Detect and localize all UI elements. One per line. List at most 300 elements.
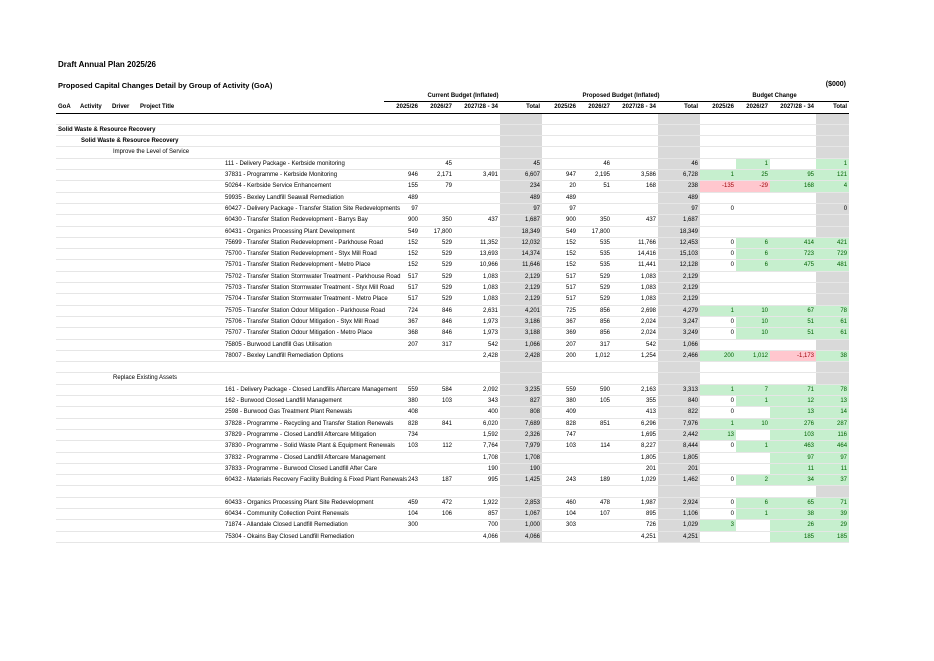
col-proposed-2027-34: 2027/28 - 34 [612, 102, 658, 113]
proposed-budget-cell: 317 [578, 339, 612, 350]
activity-cell [78, 520, 110, 531]
activity-cell [78, 407, 110, 418]
table-row [56, 407, 849, 418]
current-budget-cell: 243 [384, 475, 420, 486]
empty-cell [500, 373, 542, 384]
proposed-budget-cell: 747 [542, 429, 578, 440]
budget-change-cell [736, 192, 770, 203]
col-change-2025: 2025/26 [700, 102, 736, 113]
current-budget-cell [420, 192, 454, 203]
proposed-budget-cell: 1,066 [658, 339, 700, 350]
spacer-row [56, 113, 849, 124]
project-title-cell: 60433 - Organics Processing Plant Site Redevelopment [138, 497, 384, 508]
proposed-budget-cell [578, 463, 612, 474]
proposed-budget-cell: 51 [578, 181, 612, 192]
proposed-budget-cell: 114 [578, 441, 612, 452]
budget-change-cell: 26 [770, 520, 816, 531]
driver-cell [110, 418, 138, 429]
empty-cell [384, 136, 420, 147]
proposed-budget-cell: 1,106 [658, 508, 700, 519]
driver-heading-row [56, 373, 849, 384]
empty-cell [138, 486, 384, 497]
budget-change-cell: 71 [770, 384, 816, 395]
driver-cell [110, 226, 138, 237]
current-budget-cell: 946 [384, 170, 420, 181]
proposed-budget-cell [612, 203, 658, 214]
current-budget-cell: 79 [420, 181, 454, 192]
goa-cell [56, 237, 78, 248]
empty-cell [56, 113, 78, 124]
current-budget-cell: 529 [420, 260, 454, 271]
budget-change-cell: 0 [700, 203, 736, 214]
proposed-budget-cell: 1,805 [612, 452, 658, 463]
current-budget-cell: 900 [384, 215, 420, 226]
current-budget-cell: 3,188 [500, 328, 542, 339]
proposed-budget-cell [542, 531, 578, 542]
goa-heading: Solid Waste & Resource Recovery [56, 124, 384, 135]
goa-cell [56, 181, 78, 192]
current-budget-cell: 1,083 [454, 283, 500, 294]
col-change-total: Total [816, 102, 849, 113]
activity-cell [78, 339, 110, 350]
current-budget-cell: 10,966 [454, 260, 500, 271]
empty-cell [700, 113, 736, 124]
budget-change-cell [736, 226, 770, 237]
budget-change-cell [770, 192, 816, 203]
driver-cell [110, 305, 138, 316]
activity-cell [78, 237, 110, 248]
budget-change-cell: 1,012 [736, 350, 770, 361]
current-budget-cell [384, 463, 420, 474]
driver-cell [110, 237, 138, 248]
current-budget-cell: 380 [384, 396, 420, 407]
budget-change-cell: 11 [770, 463, 816, 474]
current-budget-cell: 45 [500, 158, 542, 169]
current-budget-cell: 4,066 [500, 531, 542, 542]
table-row [56, 531, 849, 542]
budget-change-cell: 10 [736, 418, 770, 429]
driver-cell [110, 475, 138, 486]
budget-change-cell: 38 [770, 508, 816, 519]
activity-cell [78, 203, 110, 214]
activity-cell [78, 531, 110, 542]
proposed-budget-cell: 201 [658, 463, 700, 474]
proposed-budget-cell: 851 [578, 418, 612, 429]
table-row [56, 316, 849, 327]
proposed-budget-cell: 3,247 [658, 316, 700, 327]
empty-cell [454, 136, 500, 147]
empty-cell [658, 373, 700, 384]
table-row [56, 170, 849, 181]
proposed-budget-cell: 2,195 [578, 170, 612, 181]
budget-change-cell: 0 [700, 407, 736, 418]
current-budget-cell: 12,032 [500, 237, 542, 248]
budget-change-cell: 13 [700, 429, 736, 440]
proposed-budget-cell: 535 [578, 237, 612, 248]
current-budget-cell: 2,171 [420, 170, 454, 181]
budget-change-cell [816, 215, 849, 226]
empty-cell [770, 136, 816, 147]
current-budget-cell: 3,235 [500, 384, 542, 395]
proposed-budget-cell: 559 [542, 384, 578, 395]
proposed-budget-cell: 2,442 [658, 429, 700, 440]
budget-change-cell [700, 294, 736, 305]
budget-change-cell: 0 [816, 203, 849, 214]
current-budget-cell: 1,973 [454, 316, 500, 327]
goa-cell [56, 339, 78, 350]
proposed-budget-cell [578, 452, 612, 463]
budget-change-cell: 1 [700, 170, 736, 181]
proposed-budget-cell: 350 [578, 215, 612, 226]
goa-cell [56, 384, 78, 395]
goa-cell [56, 328, 78, 339]
project-title-cell: 75702 - Transfer Station Stormwater Treatment - Parkhouse Road [138, 271, 384, 282]
budget-change-cell: 2 [736, 475, 770, 486]
group-header-row [56, 91, 849, 102]
current-budget-cell [420, 531, 454, 542]
proposed-budget-cell: 14,416 [612, 249, 658, 260]
table-row [56, 328, 849, 339]
goa-cell [56, 520, 78, 531]
current-budget-cell: 3,491 [454, 170, 500, 181]
empty-cell [700, 373, 736, 384]
proposed-budget-cell: 18,349 [658, 226, 700, 237]
budget-change-cell: 0 [700, 441, 736, 452]
budget-change-cell: 1 [736, 508, 770, 519]
project-title-cell: 78007 - Bexley Landfill Remediation Options [138, 350, 384, 361]
budget-change-cell: 287 [816, 418, 849, 429]
budget-change-cell [736, 339, 770, 350]
current-budget-cell [420, 463, 454, 474]
budget-change-cell [770, 339, 816, 350]
empty-cell [700, 362, 736, 373]
project-title-cell: 75707 - Transfer Station Odour Mitigation - Metro Place [138, 328, 384, 339]
current-budget-cell [420, 203, 454, 214]
proposed-budget-cell: 4,251 [612, 531, 658, 542]
proposed-budget-cell: 15,103 [658, 249, 700, 260]
current-budget-cell: 14,374 [500, 249, 542, 260]
table-row [56, 192, 849, 203]
spacer-row [56, 362, 849, 373]
proposed-budget-cell: 517 [542, 283, 578, 294]
budget-change-cell [816, 294, 849, 305]
current-budget-cell: 343 [454, 396, 500, 407]
empty-cell [816, 113, 849, 124]
current-budget-cell: 104 [384, 508, 420, 519]
current-budget-cell: 828 [384, 418, 420, 429]
current-budget-cell: 1,083 [454, 271, 500, 282]
proposed-budget-cell: 856 [578, 305, 612, 316]
proposed-budget-cell: 822 [658, 407, 700, 418]
budget-change-cell: 0 [700, 316, 736, 327]
budget-change-cell [736, 407, 770, 418]
budget-change-cell [770, 215, 816, 226]
proposed-budget-cell: 489 [542, 192, 578, 203]
current-budget-cell: 846 [420, 328, 454, 339]
budget-change-cell [770, 294, 816, 305]
current-budget-cell [420, 452, 454, 463]
current-budget-cell: 2,853 [500, 497, 542, 508]
budget-change-cell: 185 [770, 531, 816, 542]
proposed-budget-cell: 1,029 [612, 475, 658, 486]
empty-cell [770, 147, 816, 158]
empty-cell [384, 486, 420, 497]
budget-change-cell [700, 531, 736, 542]
activity-cell [78, 475, 110, 486]
budget-change-cell: 0 [700, 396, 736, 407]
goa-cell [56, 531, 78, 542]
proposed-budget-cell: 2,129 [658, 283, 700, 294]
current-budget-cell: 437 [454, 215, 500, 226]
empty-cell [78, 362, 110, 373]
empty-cell [420, 486, 454, 497]
current-budget-cell: 152 [384, 237, 420, 248]
budget-change-cell: 0 [700, 260, 736, 271]
current-budget-cell [420, 407, 454, 418]
proposed-budget-cell: 103 [542, 441, 578, 452]
table-body [56, 113, 849, 542]
current-budget-cell: 841 [420, 418, 454, 429]
empty-cell [78, 486, 110, 497]
current-budget-cell: 1,083 [454, 294, 500, 305]
budget-change-cell: 0 [700, 328, 736, 339]
current-budget-cell: 6,607 [500, 170, 542, 181]
current-budget-cell: 234 [500, 181, 542, 192]
budget-change-cell: -135 [700, 181, 736, 192]
goa-cell [56, 271, 78, 282]
proposed-budget-cell: 97 [542, 203, 578, 214]
empty-cell [56, 362, 78, 373]
empty-cell [816, 373, 849, 384]
budget-change-cell: 51 [770, 328, 816, 339]
budget-change-cell [816, 192, 849, 203]
empty-cell [736, 124, 770, 135]
proposed-budget-cell: 201 [612, 463, 658, 474]
empty-cell [816, 136, 849, 147]
driver-cell [110, 520, 138, 531]
budget-change-cell [736, 452, 770, 463]
activity-cell [78, 158, 110, 169]
activity-cell [78, 429, 110, 440]
current-budget-cell: 529 [420, 294, 454, 305]
activity-cell [78, 463, 110, 474]
budget-change-cell: 1 [816, 158, 849, 169]
empty-cell [578, 362, 612, 373]
project-title-cell: 2598 - Burwood Gas Treatment Plant Renewals [138, 407, 384, 418]
col-current-2027-34: 2027/28 - 34 [454, 102, 500, 113]
current-budget-cell: 368 [384, 328, 420, 339]
budget-change-cell [700, 215, 736, 226]
empty-cell [542, 136, 578, 147]
goa-cell [56, 407, 78, 418]
table-row [56, 305, 849, 316]
empty-cell [542, 147, 578, 158]
empty-cell [454, 373, 500, 384]
proposed-budget-cell: 17,800 [578, 226, 612, 237]
budget-change-cell: 0 [700, 497, 736, 508]
budget-change-cell: 1 [700, 305, 736, 316]
driver-cell [110, 170, 138, 181]
table-row [56, 237, 849, 248]
proposed-budget-cell: 437 [612, 215, 658, 226]
activity-cell [78, 181, 110, 192]
current-budget-cell: 97 [500, 203, 542, 214]
proposed-budget-cell [542, 463, 578, 474]
budget-change-cell: 6 [736, 249, 770, 260]
goa-cell [56, 316, 78, 327]
proposed-budget-cell: 1,029 [658, 520, 700, 531]
driver-cell [110, 463, 138, 474]
proposed-budget-cell: 1,987 [612, 497, 658, 508]
budget-change-cell: 185 [816, 531, 849, 542]
current-budget-cell: 529 [420, 283, 454, 294]
proposed-budget-header: Proposed Budget (Inflated) [542, 91, 700, 102]
current-budget-cell: 1,708 [454, 452, 500, 463]
budget-change-cell: 0 [700, 249, 736, 260]
empty-cell [110, 362, 138, 373]
budget-change-cell: 0 [700, 475, 736, 486]
driver-cell [110, 350, 138, 361]
project-title-cell: 75705 - Transfer Station Odour Mitigation - Parkhouse Road [138, 305, 384, 316]
proposed-budget-cell: 478 [578, 497, 612, 508]
empty-cell [420, 373, 454, 384]
driver-cell [110, 396, 138, 407]
proposed-budget-cell: 1,805 [658, 452, 700, 463]
proposed-budget-cell: 8,227 [612, 441, 658, 452]
activity-cell [78, 441, 110, 452]
budget-change-cell: 65 [770, 497, 816, 508]
proposed-budget-cell [612, 158, 658, 169]
current-budget-cell: 2,129 [500, 294, 542, 305]
budget-change-cell: 463 [770, 441, 816, 452]
budget-change-cell: 11 [816, 463, 849, 474]
proposed-budget-cell: 726 [612, 520, 658, 531]
budget-change-cell [816, 271, 849, 282]
current-budget-cell [420, 429, 454, 440]
budget-change-cell: 116 [816, 429, 849, 440]
activity-cell [78, 508, 110, 519]
empty-cell [770, 124, 816, 135]
driver-cell [110, 497, 138, 508]
proposed-budget-cell: 1,083 [612, 283, 658, 294]
empty-cell [384, 373, 420, 384]
goa-cell [56, 158, 78, 169]
project-title-cell: 111 - Delivery Package - Kerbside monitoring [138, 158, 384, 169]
proposed-budget-cell: 2,129 [658, 271, 700, 282]
budget-change-cell: 14 [816, 407, 849, 418]
current-budget-cell: 1,066 [500, 339, 542, 350]
empty-cell [612, 362, 658, 373]
proposed-budget-cell: 107 [578, 508, 612, 519]
proposed-budget-cell: 20 [542, 181, 578, 192]
budget-change-cell [700, 283, 736, 294]
proposed-budget-cell: 856 [578, 316, 612, 327]
budget-change-cell [736, 215, 770, 226]
empty-cell [816, 124, 849, 135]
project-title-cell: 75703 - Transfer Station Stormwater Treatment - Styx Mill Road [138, 283, 384, 294]
current-budget-cell [384, 452, 420, 463]
col-current-total: Total [500, 102, 542, 113]
table-row [56, 463, 849, 474]
budget-change-cell: 276 [770, 418, 816, 429]
activity-cell [78, 418, 110, 429]
proposed-budget-cell: 303 [542, 520, 578, 531]
current-budget-cell: 2,428 [500, 350, 542, 361]
budget-change-cell: 37 [816, 475, 849, 486]
driver-cell [110, 294, 138, 305]
project-title-cell: 75706 - Transfer Station Odour Mitigation - Styx Mill Road [138, 316, 384, 327]
col-proposed-2025: 2025/26 [542, 102, 578, 113]
budget-change-header: Budget Change [700, 91, 849, 102]
page-title: Draft Annual Plan 2025/26 [58, 60, 156, 69]
current-budget-cell: 152 [384, 249, 420, 260]
activity-cell [78, 271, 110, 282]
current-budget-cell: 103 [384, 441, 420, 452]
project-title-cell: 37832 - Programme - Closed Landfill Aftercare Management [138, 452, 384, 463]
budget-change-cell [736, 271, 770, 282]
table-row [56, 226, 849, 237]
current-budget-cell: 1,973 [454, 328, 500, 339]
proposed-budget-cell: 460 [542, 497, 578, 508]
proposed-budget-cell: 535 [578, 260, 612, 271]
proposed-budget-cell: 4,251 [658, 531, 700, 542]
current-budget-cell: 112 [420, 441, 454, 452]
table-row [56, 203, 849, 214]
current-budget-cell: 11,646 [500, 260, 542, 271]
budget-change-cell [816, 283, 849, 294]
project-title-cell: 75704 - Transfer Station Stormwater Treatment - Metro Place [138, 294, 384, 305]
activity-cell [78, 170, 110, 181]
proposed-budget-cell: 517 [542, 294, 578, 305]
empty-cell [138, 362, 384, 373]
empty-cell [384, 147, 420, 158]
empty-cell [816, 362, 849, 373]
proposed-budget-cell: 367 [542, 316, 578, 327]
current-budget-cell: 190 [454, 463, 500, 474]
current-budget-cell: 13,693 [454, 249, 500, 260]
table-row [56, 260, 849, 271]
table-row [56, 271, 849, 282]
proposed-budget-cell: 947 [542, 170, 578, 181]
budget-change-cell: 4 [816, 181, 849, 192]
table-row [56, 384, 849, 395]
proposed-budget-cell: 369 [542, 328, 578, 339]
proposed-budget-cell: 207 [542, 339, 578, 350]
proposed-budget-cell: 517 [542, 271, 578, 282]
current-budget-cell: 207 [384, 339, 420, 350]
budget-change-cell [736, 463, 770, 474]
proposed-budget-cell: 1,083 [612, 294, 658, 305]
report-subtitle: Proposed Capital Changes Detail by Group of Activity (GoA) [58, 81, 273, 90]
proposed-budget-cell [578, 520, 612, 531]
current-budget-cell: 995 [454, 475, 500, 486]
current-budget-cell: 45 [420, 158, 454, 169]
empty-cell [420, 362, 454, 373]
empty-cell [500, 113, 542, 124]
table-row [56, 441, 849, 452]
col-current-2025: 2025/26 [384, 102, 420, 113]
proposed-budget-cell: 380 [542, 396, 578, 407]
activity-heading-row [56, 136, 849, 147]
budget-change-cell: 481 [816, 260, 849, 271]
driver-cell [110, 215, 138, 226]
budget-change-cell [736, 520, 770, 531]
col-goa: GoA [56, 102, 78, 113]
activity-cell [78, 215, 110, 226]
empty-cell [770, 373, 816, 384]
current-budget-cell [454, 181, 500, 192]
budget-change-cell: 1 [736, 396, 770, 407]
